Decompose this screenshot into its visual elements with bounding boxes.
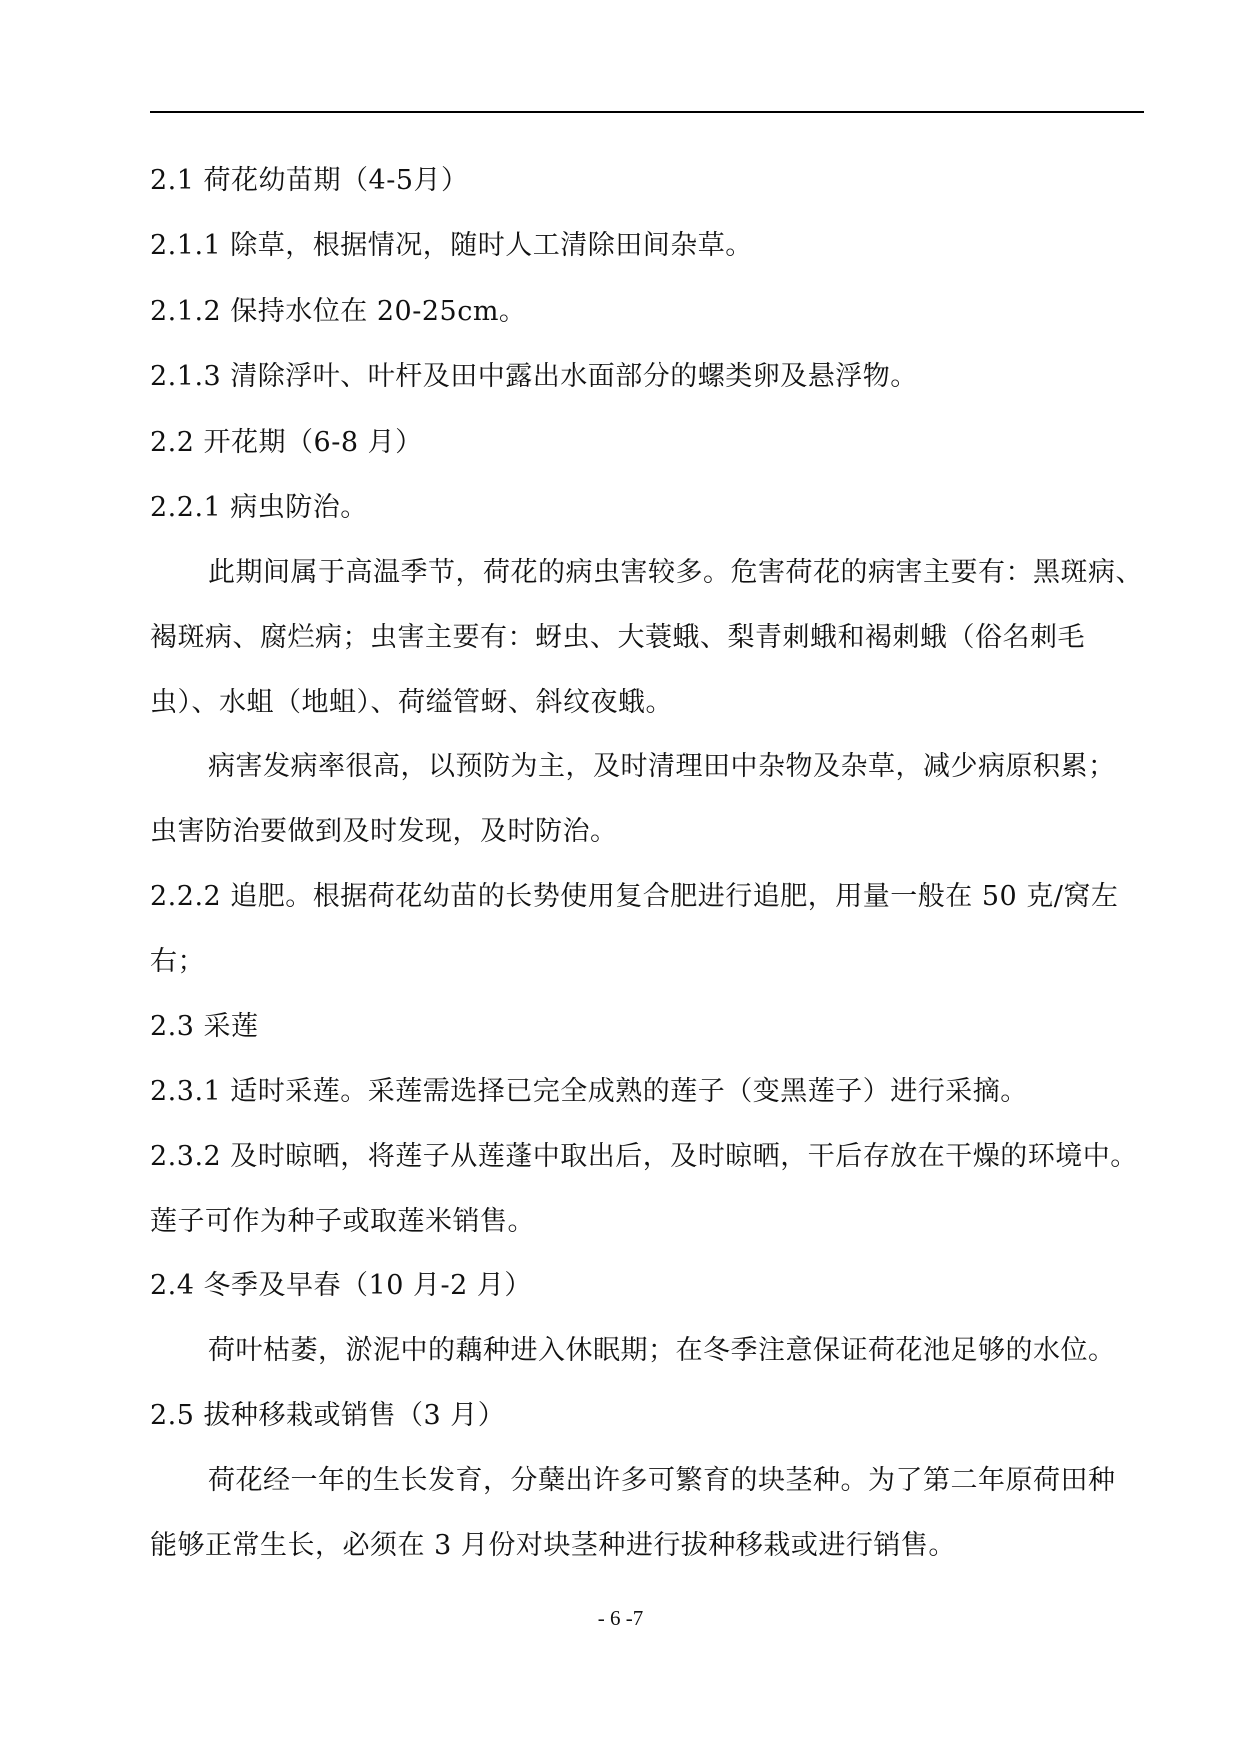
- paragraph-line: 2.3.2 及时晾晒，将莲子从莲蓬中取出后，及时晾晒，干后存放在干燥的环境中。: [150, 1141, 1138, 1172]
- paragraph-line: 2.1.3 清除浮叶、叶杆及田中露出水面部分的螺类卵及悬浮物。: [150, 361, 918, 392]
- paragraph-line: 此期间属于高温季节，荷花的病虫害较多。危害荷花的病害主要有：黑斑病、: [208, 557, 1143, 588]
- paragraph-line: 病害发病率很高，以预防为主，及时清理田中杂物及杂草，减少病原积累；: [208, 751, 1116, 782]
- paragraph-line: 2.1.1 除草，根据情况，随时人工清除田间杂草。: [150, 230, 753, 261]
- header-rule: [150, 111, 1144, 113]
- section-heading-2-3: 2.3 采莲: [150, 1011, 259, 1042]
- paragraph-line: 2.2.1 病虫防治。: [150, 492, 368, 523]
- paragraph-line: 褐斑病、腐烂病；虫害主要有：蚜虫、大蓑蛾、梨青刺蛾和褐刺蛾（俗名刺毛: [150, 622, 1085, 653]
- paragraph-line: 2.1.2 保持水位在 20-25cm。: [150, 296, 527, 327]
- page-number: - 6 -7: [597, 1606, 644, 1630]
- section-heading-2-5: 2.5 拔种移栽或销售（3 月）: [150, 1400, 506, 1431]
- paragraph-line: 右；: [150, 946, 205, 977]
- paragraph-line: 荷花经一年的生长发育，分蘖出许多可繁育的块茎种。为了第二年原荷田种: [208, 1465, 1116, 1496]
- paragraph-line: 2.3.1 适时采莲。采莲需选择已完全成熟的莲子（变黑莲子）进行采摘。: [150, 1076, 1028, 1107]
- paragraph-line: 能够正常生长，必须在 3 月份对块茎种进行拔种移栽或进行销售。: [150, 1530, 956, 1561]
- paragraph-line: 2.2.2 追肥。根据荷花幼苗的长势使用复合肥进行追肥，用量一般在 50 克/窝左: [150, 881, 1119, 912]
- paragraph-line: 莲子可作为种子或取莲米销售。: [150, 1206, 535, 1237]
- paragraph-line: 虫）、水蛆（地蛆）、荷缢管蚜、斜纹夜蛾。: [150, 687, 673, 718]
- paragraph-line: 虫害防治要做到及时发现，及时防治。: [150, 816, 618, 847]
- section-heading-2-2: 2.2 开花期（6-8 月）: [150, 427, 423, 458]
- paragraph-line: 荷叶枯萎，淤泥中的藕种进入休眠期；在冬季注意保证荷花池足够的水位。: [208, 1335, 1116, 1366]
- section-heading-2-4: 2.4 冬季及早春（10 月-2 月）: [150, 1270, 532, 1301]
- section-heading-2-1: 2.1 荷花幼苗期（4-5月）: [150, 165, 469, 196]
